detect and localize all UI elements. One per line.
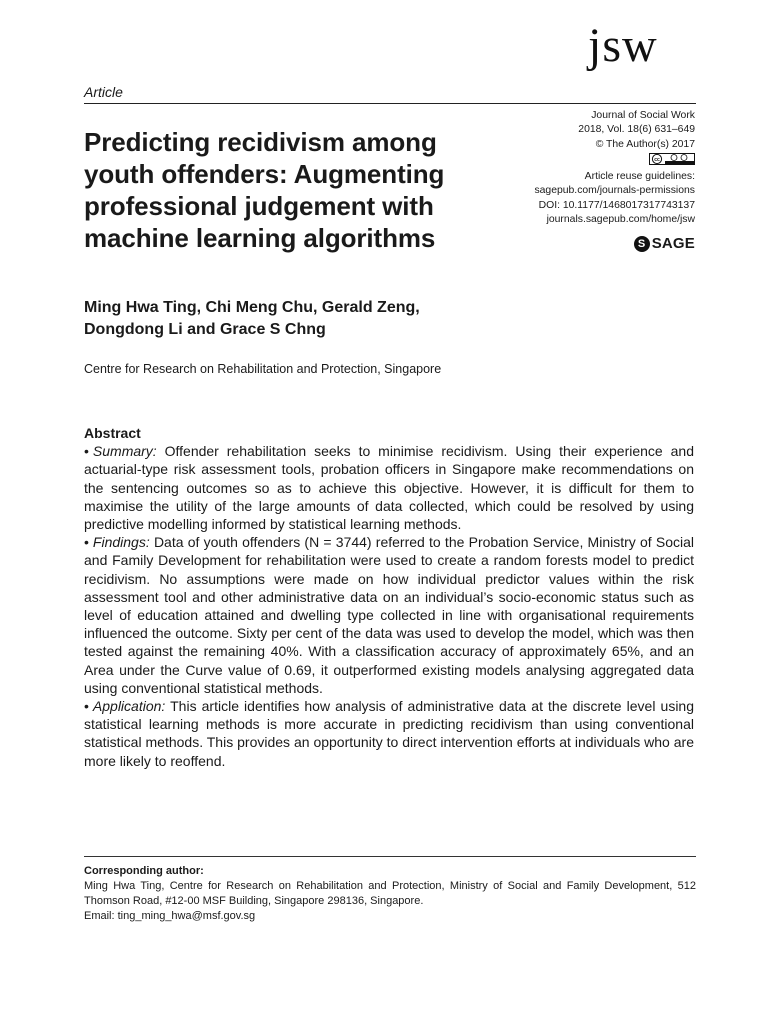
findings-text: Data of youth offenders (N = 3744) referred to the Probation Service, Ministry of Social and Family Development for rehabilitation were used to create a random forests model to predict recidivism. No assumptions were made on how individual predictor values within the risk assessment tool and other administrative data on an individual’s socio-economic status such as level of education attained and dwelling type collected in line with organisational requirements influenced the outcome. Sixty per cent of the data was used to develop the model, which was then tested against the remaining 40%. With a classification accuracy of approximately 65%, and an Area under the Curve value of 0.69, it outperformed existing models analysing aggregated data using conventional statistical methods. xyxy=(84,534,695,696)
footnote-address: Ming Hwa Ting, Centre for Research on Rehabilitation and Protection, Ministry of Social and Family Development, 512 Thomson Road, #12-00 MSF Building, Singapore 298136, Singapore. xyxy=(84,880,696,907)
journal-link[interactable]: journals.sagepub.com/home/jsw xyxy=(546,214,695,226)
volume-pages: 2018, Vol. 18(6) 631–649 xyxy=(578,124,695,136)
author-affiliation: Centre for Research on Rehabilitation and Protection, Singapore xyxy=(84,362,442,376)
author-list: Ming Hwa Ting, Chi Meng Chu, Gerald Zeng, Dongdong Li and Grace S Chng xyxy=(84,299,420,338)
creative-commons-by-nc-icon xyxy=(649,153,695,165)
journal-name: Journal of Social Work xyxy=(591,110,695,121)
publisher-logo xyxy=(495,236,695,252)
doi[interactable]: DOI: 10.1177/1468017317743137 xyxy=(538,199,695,211)
bullet-icon: • xyxy=(84,698,89,715)
application-text: This article identifies how analysis of administrative data at the discrete level using statistical learning methods is more accurate in predicting recidivism than using conventional statistical methods. This provides an opportunity to direct intervention efforts at individuals who are more likely to reoffend. xyxy=(84,698,694,769)
bullet-icon: • xyxy=(84,534,89,551)
footnote-label: Corresponding author: xyxy=(84,865,204,877)
reuse-label: Article reuse guidelines: xyxy=(584,171,695,183)
footnote-email[interactable]: Email: ting_ming_hwa@msf.gov.sg xyxy=(84,910,256,922)
copyright-notice: © The Author(s) 2017 xyxy=(595,138,695,150)
summary-text: Offender rehabilitation seeks to minimise recidivism. Using their experience and actuarial-type risk assessment tools, probation officers in Singapore make recommendations on the sentencing outcomes so as to achieve this objective. However, it is difficult for them to maximise the utility of the large amounts of data collected, which could be resolved by using predictive modelling informed by statistical learning methods. xyxy=(84,443,694,533)
application-label: Application: xyxy=(92,698,166,715)
abstract-application xyxy=(84,697,694,770)
summary-label: Summary: xyxy=(92,443,157,460)
corresponding-author-footnote xyxy=(84,864,696,924)
article-type-label: Article xyxy=(84,84,123,100)
article-title: Predicting recidivism among youth offenders: Augmenting professional judgement with machine learning algorithms xyxy=(84,127,445,253)
findings-label: Findings: xyxy=(92,534,150,551)
reuse-link[interactable]: sagepub.com/journals-permissions xyxy=(534,185,695,197)
footnote-divider xyxy=(84,856,696,857)
journal-metadata xyxy=(495,109,695,252)
svg-text:cc: cc xyxy=(654,156,660,163)
bullet-icon: • xyxy=(84,443,89,460)
abstract-summary xyxy=(84,442,694,533)
sage-icon: S xyxy=(634,236,650,252)
journal-logo: jsw xyxy=(588,19,658,72)
header-divider xyxy=(84,103,696,104)
abstract-heading: Abstract xyxy=(84,425,141,441)
abstract-findings xyxy=(84,533,694,697)
publisher-name: SAGE xyxy=(651,235,695,253)
license-badge xyxy=(495,152,695,170)
abstract-section xyxy=(84,424,694,770)
